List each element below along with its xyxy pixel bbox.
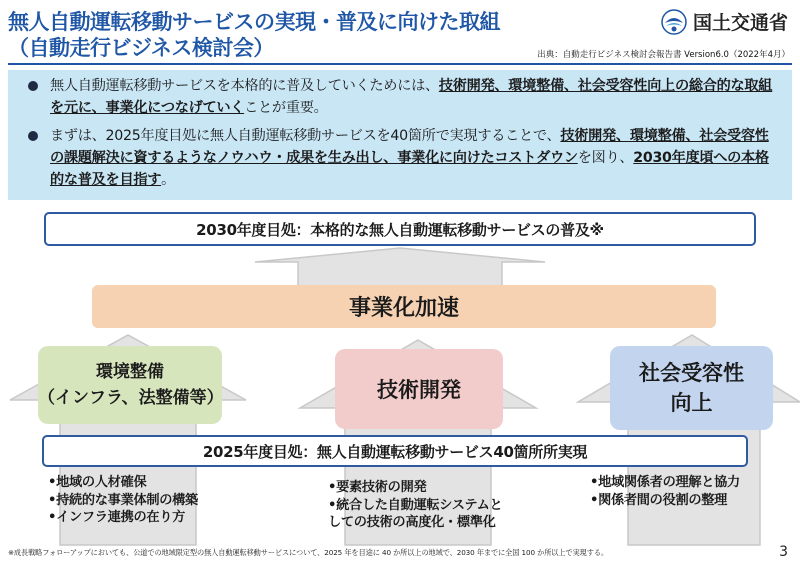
pillar-environment bbox=[38, 346, 222, 424]
page-title-line2: （自動走行ビジネス検討会） bbox=[8, 36, 274, 60]
goal-2030-box: 2030年度目処：本格的な無人自動運転移動サービスの普及※ bbox=[44, 212, 756, 246]
summary-bullet-1-text bbox=[50, 75, 780, 119]
page-number: 3 bbox=[779, 544, 788, 560]
mlit-logo bbox=[661, 8, 788, 35]
list-item: •インフラ連携の在り方 bbox=[48, 510, 186, 525]
main-up-arrow bbox=[255, 248, 545, 287]
pillar-social-acceptance bbox=[610, 346, 773, 430]
environment-task-list bbox=[48, 474, 198, 527]
technology-task-list bbox=[328, 479, 502, 532]
logo-text: 国土交通省 bbox=[692, 12, 788, 34]
page-title-line1: 無人自動運転移動サービスの実現・普及に向けた取組 bbox=[8, 10, 500, 34]
bullet-dot-icon bbox=[28, 131, 38, 141]
bullet2-segment-emphasis: 2030年度頃への本格的な普及を目指す bbox=[50, 150, 769, 188]
social-task-list bbox=[590, 474, 740, 509]
pillar-environment-title: 環境整備 bbox=[96, 362, 164, 382]
summary-bullet-2 bbox=[20, 125, 780, 191]
title-divider bbox=[8, 63, 792, 65]
bullet2-segment: 。 bbox=[161, 172, 175, 188]
bullet-dot-icon bbox=[28, 81, 38, 91]
bullet2-segment: を図り、 bbox=[577, 150, 634, 166]
source-citation: 出典：自動走行ビジネス検討会報告書 Version6.0（2022年4月） bbox=[537, 50, 790, 60]
list-item: •地域関係者の理解と協力 bbox=[590, 475, 740, 490]
list-item: •要素技術の開発 bbox=[328, 480, 427, 495]
summary-panel bbox=[8, 70, 792, 200]
bullet2-segment: まずは、2025年度目処に無人自動運転移動サービスを40箇所で実現することで、 bbox=[50, 128, 561, 144]
mlit-emblem-icon bbox=[661, 9, 687, 35]
bullet2-segment-emphasis: 技術開発、環境整備、社会受容性の課題解決に資するようなノウハウ・成果を生み出し、事業化に向けたコストダウン bbox=[50, 128, 769, 166]
list-item: •持続的な事業体制の構築 bbox=[48, 492, 198, 508]
list-item: •地域の人材確保 bbox=[48, 475, 147, 490]
list-item: •統合した自動運転システムと bbox=[328, 497, 503, 513]
summary-bullet-1 bbox=[20, 75, 780, 119]
bullet1-segment: 無人自動運転移動サービスを本格的に普及していくためには、 bbox=[50, 78, 439, 94]
pillar-environment-subtitle: （インフラ、法整備等） bbox=[38, 388, 224, 408]
pillar-technology bbox=[335, 349, 503, 429]
summary-bullet-2-text bbox=[50, 125, 780, 191]
pillar-social-title: 社会受容性 bbox=[639, 361, 744, 385]
list-item: しての技術の高度化・標準化 bbox=[328, 515, 496, 530]
list-item: •関係者間の役割の整理 bbox=[590, 492, 728, 508]
pillar-technology-title: 技術開発 bbox=[377, 378, 461, 402]
bullet1-segment-emphasis: 技術開発、環境整備、社会受容性向上の総合的な取組を元に、事業化につなげていく bbox=[50, 78, 773, 116]
pillar-social-subtitle: 向上 bbox=[670, 391, 713, 415]
acceleration-bar: 事業化加速 bbox=[92, 285, 716, 328]
bullet1-segment: ことが重要。 bbox=[244, 100, 328, 116]
footnote: ※成長戦略フォローアップにおいても、公道での地域限定型の無人自動運転移動サービスについて、2025 年を目途に 40 か所以上の地域で、2030 年までに全国 100 か所以上で実現する。 bbox=[8, 548, 609, 557]
goal-2025-box: 2025年度目処：無人自動運転移動サービス40箇所所実現 bbox=[42, 435, 748, 467]
